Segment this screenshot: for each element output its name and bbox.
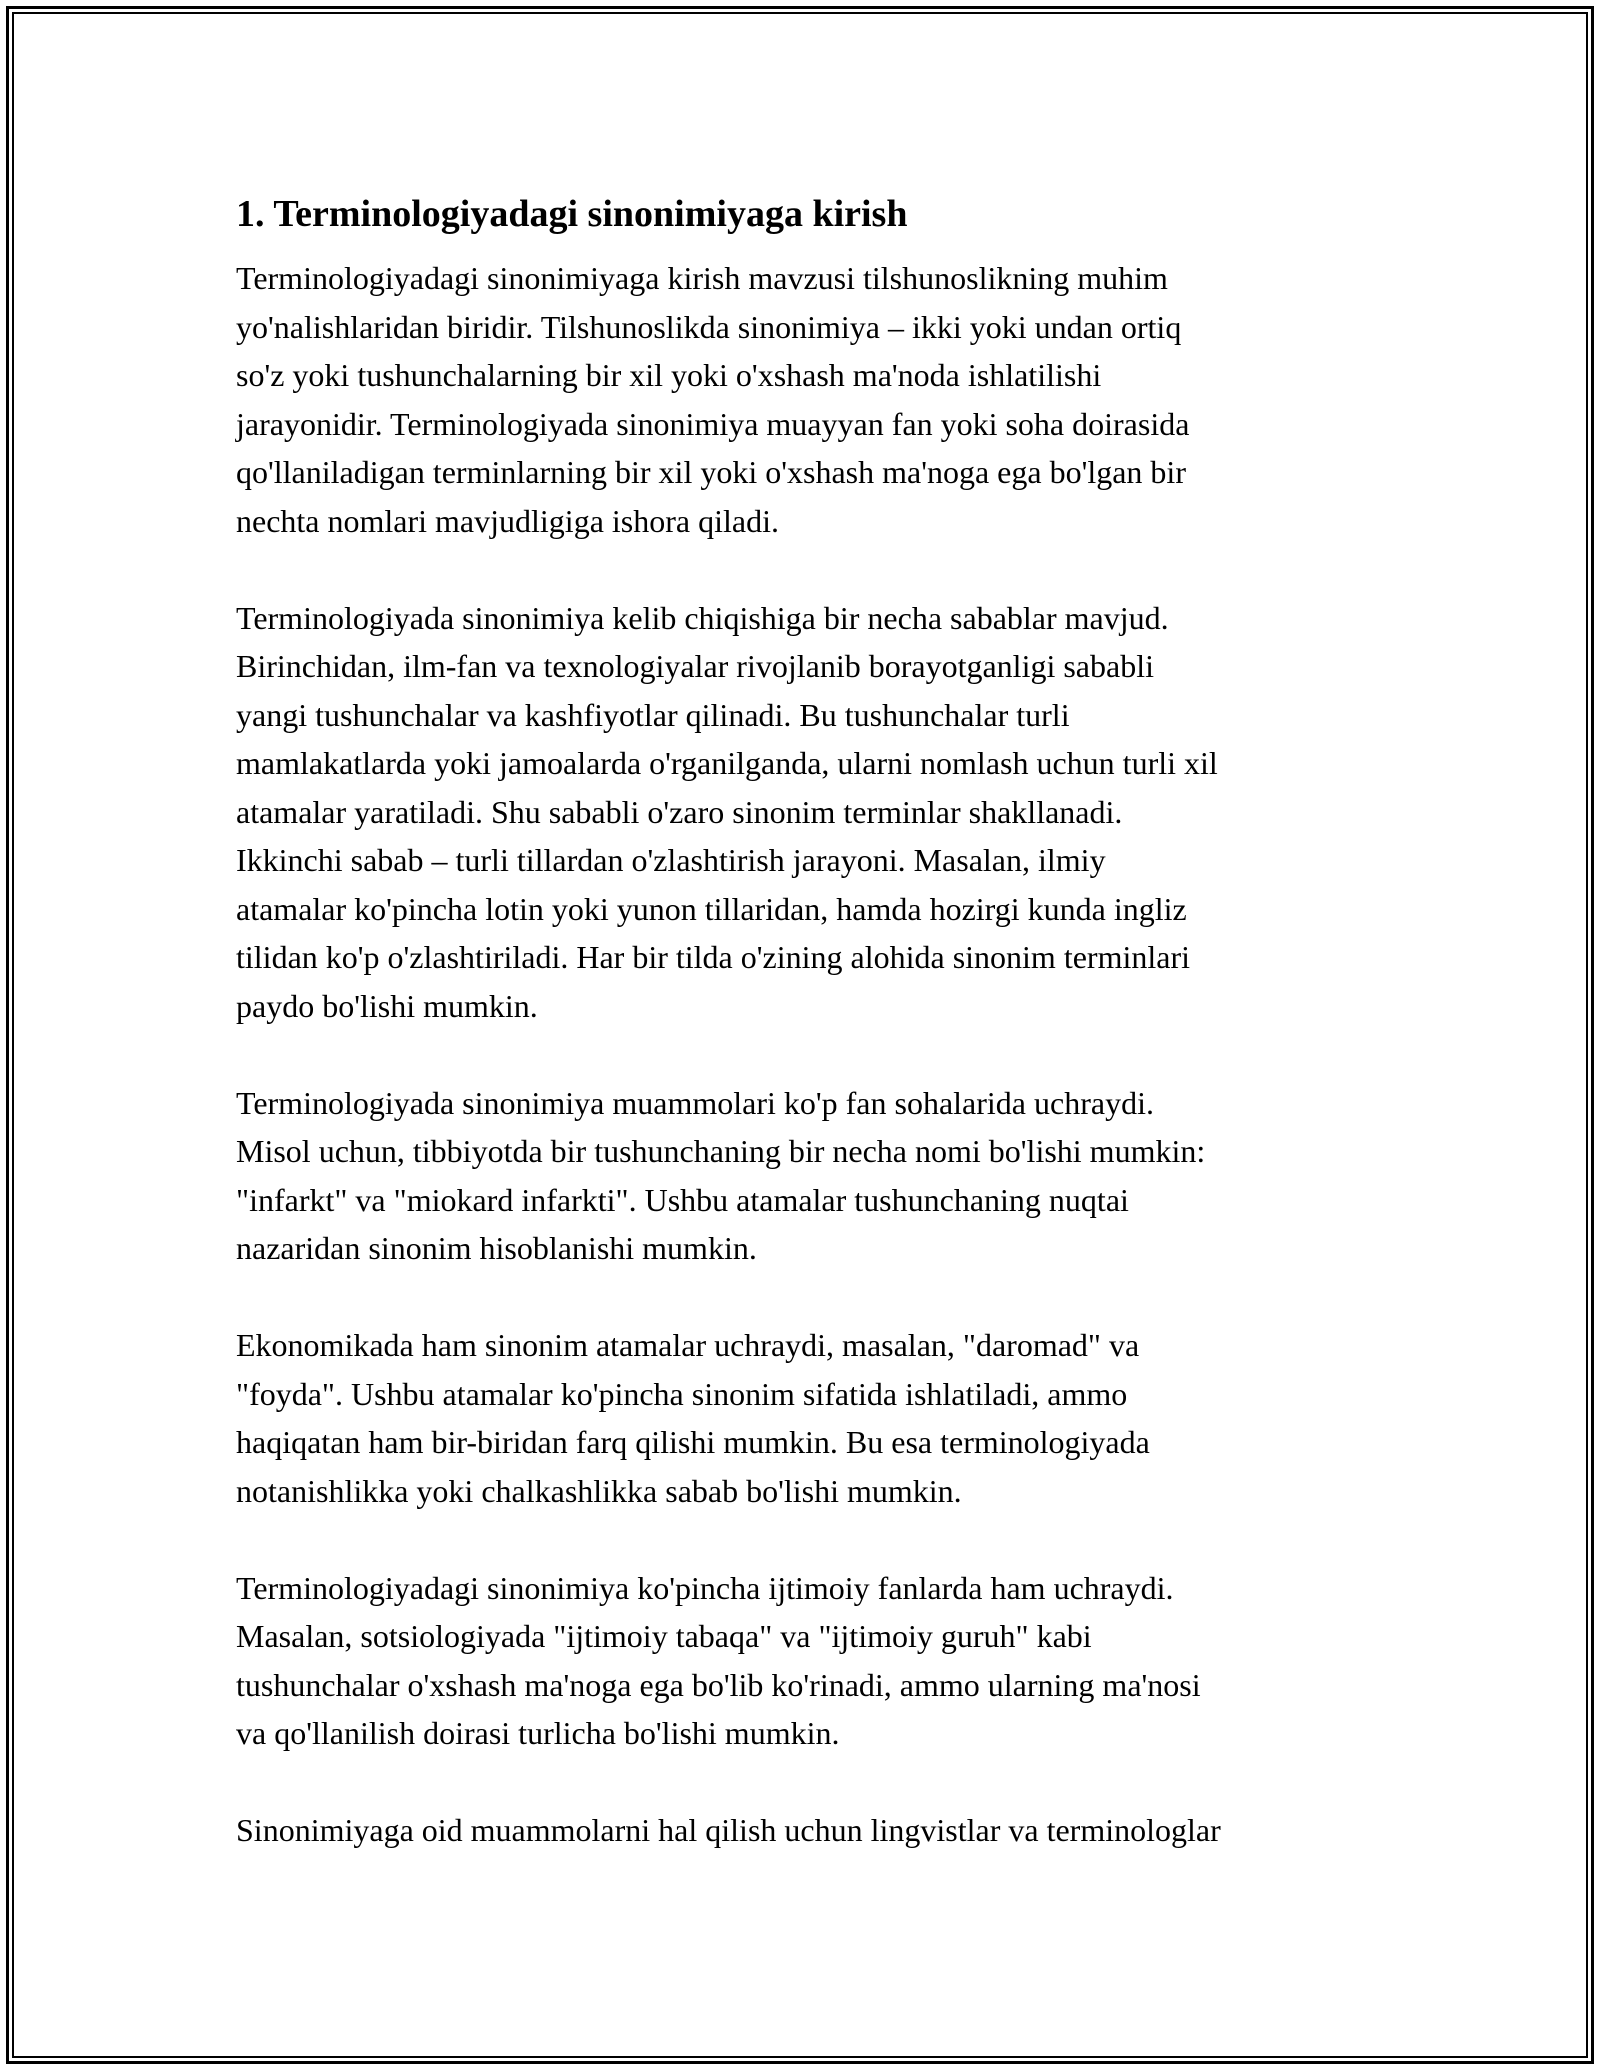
paragraph-list <box>236 254 1376 1855</box>
paragraph-line: qo'llaniladigan terminlarning bir xil yoki o'xshash ma'noga ega bo'lgan bir <box>236 454 1186 490</box>
paragraph-line: tilidan ko'p o'zlashtiriladi. Har bir tilda o'zining alohida sinonim terminlari <box>236 939 1190 975</box>
paragraph-line: jarayonidir. Terminologiyada sinonimiya muayyan fan yoki soha doirasida <box>236 405 1190 442</box>
paragraph-line: atamalar ko'pincha lotin yoki yunon tillaridan, hamda hozirgi kunda ingliz <box>236 890 1187 927</box>
paragraph-line: mamlakatlarda yoki jamoalarda o'rganilganda, ularni nomlash uchun turli xil <box>236 745 1218 781</box>
paragraph-line: Terminologiyada sinonimiya muammolari ko'p fan sohalarida uchraydi. <box>236 1084 1154 1121</box>
paragraph-line: atamalar yaratiladi. Shu sababli o'zaro sinonim terminlar shakllanadi. <box>236 793 1123 830</box>
document-body <box>236 186 1376 1903</box>
paragraph-line: Ekonomikada ham sinonim atamalar uchraydi, masalan, "daromad" va <box>236 1327 1140 1363</box>
paragraph-line: nazaridan sinonim hisoblanishi mumkin. <box>236 1230 757 1266</box>
paragraph <box>236 1079 1376 1273</box>
paragraph-line: "infarkt" va "miokard infarkti". Ushbu atamalar tushunchaning nuqtai <box>236 1181 1129 1218</box>
paragraph <box>236 1806 1376 1855</box>
paragraph-line: "foyda". Ushbu atamalar ko'pincha sinonim sifatida ishlatiladi, ammo <box>236 1375 1128 1412</box>
paragraph-line: Masalan, sotsiologiyada "ijtimoiy tabaqa" va "ijtimoiy guruh" kabi <box>236 1618 1092 1654</box>
paragraph-line: paydo bo'lishi mumkin. <box>236 987 538 1024</box>
paragraph <box>236 1564 1376 1758</box>
section-heading: 1. Terminologiyadagi sinonimiyaga kirish <box>236 193 908 235</box>
paragraph-line: Ikkinchi sabab – turli tillardan o'zlashtirish jarayoni. Masalan, ilmiy <box>236 842 1106 878</box>
paragraph-line: Terminologiyada sinonimiya kelib chiqishiga bir necha sabablar mavjud. <box>236 599 1169 636</box>
paragraph-line: notanishlikka yoki chalkashlikka sabab bo'lishi mumkin. <box>236 1472 962 1509</box>
paragraph-line: Terminologiyadagi sinonimiya ko'pincha ijtimoiy fanlarda ham uchraydi. <box>236 1569 1174 1606</box>
paragraph-line: so'z yoki tushunchalarning bir xil yoki o'xshash ma'noda ishlatilishi <box>236 357 1102 393</box>
paragraph-line: yo'nalishlaridan biridir. Tilshunoslikda sinonimiya – ikki yoki undan ortiq <box>236 308 1182 345</box>
paragraph <box>236 594 1376 1031</box>
paragraph-line: nechta nomlari mavjudligiga ishora qiladi. <box>236 502 779 539</box>
paragraph-line: Birinchidan, ilm-fan va texnologiyalar rivojlanib borayotganligi sababli <box>236 648 1154 684</box>
paragraph-line: va qo'llanilish doirasi turlicha bo'lishi mumkin. <box>236 1715 840 1751</box>
paragraph-line: Terminologiyadagi sinonimiyaga kirish mavzusi tilshunoslikning muhim <box>236 260 1168 296</box>
paragraph-line: Misol uchun, tibbiyotda bir tushunchaning bir necha nomi bo'lishi mumkin: <box>236 1133 1206 1169</box>
paragraph <box>236 254 1376 545</box>
paragraph-line: haqiqatan ham bir-biridan farq qilishi mumkin. Bu esa terminologiyada <box>236 1424 1150 1460</box>
paragraph-line: tushunchalar o'xshash ma'noga ega bo'lib ko'rinadi, ammo ularning ma'nosi <box>236 1666 1201 1703</box>
paragraph-line: yangi tushunchalar va kashfiyotlar qilinadi. Bu tushunchalar turli <box>236 696 1070 733</box>
paragraph-line: Sinonimiyaga oid muammolarni hal qilish uchun lingvistlar va terminologlar <box>236 1812 1221 1848</box>
paragraph <box>236 1321 1376 1515</box>
